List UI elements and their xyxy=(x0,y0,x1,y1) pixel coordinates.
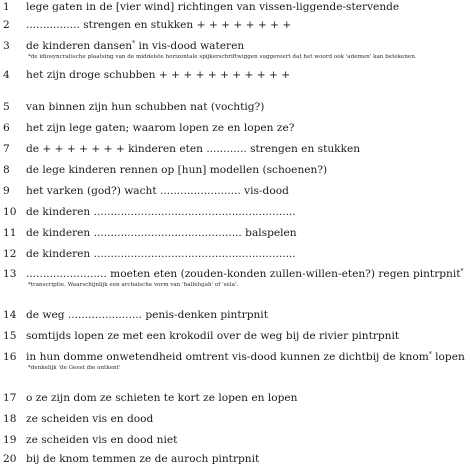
line-number: 10 xyxy=(3,206,17,218)
line-number: 13 xyxy=(3,268,17,280)
line-text: somtijds lopen ze met een krokodil over de weg bij de rivier pintrpnit xyxy=(26,330,400,342)
line-text-after: lopen xyxy=(431,351,465,363)
line-text: de + + + + + + + kinderen eten ............ strengen en stukken xyxy=(26,143,361,155)
line-text: lege gaten in de [vier wind] richtingen van vissen-liggende-stervende xyxy=(26,1,400,13)
line-text xyxy=(26,351,465,364)
line-text: ze scheiden vis en dood xyxy=(26,413,154,425)
line-text: de kinderen ............................................................ xyxy=(26,248,296,260)
line-text: de lege kinderen rennen op [hun] modellen (schoenen?) xyxy=(26,164,328,176)
line-number: 2 xyxy=(3,19,10,31)
line-text: bij de knom temmen ze de auroch pintrpnit xyxy=(26,453,260,465)
line-number: 18 xyxy=(3,413,17,425)
line-number: 8 xyxy=(3,164,10,176)
line-number: 4 xyxy=(3,69,10,81)
line-number: 6 xyxy=(3,122,10,134)
line-number: 15 xyxy=(3,330,17,342)
line-number: 16 xyxy=(3,351,17,363)
line-number: 20 xyxy=(3,453,17,465)
line-text: de kinderen ............................................ balspelen xyxy=(26,227,297,239)
line-text: o ze zijn dom ze schieten te kort ze lopen en lopen xyxy=(26,392,298,404)
footnote-marker: * xyxy=(132,40,136,47)
footnote-marker: * xyxy=(460,268,464,275)
line-text-after: in vis-dood wateren xyxy=(135,40,245,52)
line-text xyxy=(26,40,244,53)
footnote-line-16: *denkelijk 'de Geest die ontkent' xyxy=(28,365,121,371)
line-number: 7 xyxy=(3,143,10,155)
line-text-main: in hun domme onwetendheid omtrent vis-dood kunnen ze dichtbij de knom xyxy=(26,351,429,363)
line-number: 11 xyxy=(3,227,17,239)
line-number: 14 xyxy=(3,309,17,321)
line-text-main: de kinderen dansen xyxy=(26,40,133,52)
line-text: het varken (god?) wacht ........................ vis-dood xyxy=(26,185,289,197)
line-text: het zijn droge schubben + + + + + + + + + + + xyxy=(26,69,291,81)
line-text-main: ........................ moeten eten (zouden-konden zullen-willen-eten?) regen pintrpnit xyxy=(26,268,461,280)
line-number: 17 xyxy=(3,392,17,404)
line-number: 1 xyxy=(3,1,10,13)
footnote-line-3: *de idiosyncratische plaatsing van de middelste horizontale spijkerschriftwiggen suggereert dat het woord ook 'ademen' kan betekenen. xyxy=(28,54,417,60)
line-text: het zijn lege gaten; waarom lopen ze en lopen ze? xyxy=(26,122,295,134)
line-number: 3 xyxy=(3,40,10,52)
line-number: 5 xyxy=(3,101,10,113)
line-text: van binnen zijn hun schubben nat (vochtig?) xyxy=(26,101,265,113)
footnote-line-13: *transcriptie. Waarschijnlijk een archaïsche vorm van 'hallelujah' of 'sela'. xyxy=(28,282,239,288)
line-text: de weg ...................... penis-denken pintrpnit xyxy=(26,309,268,321)
line-number: 12 xyxy=(3,248,17,260)
line-number: 19 xyxy=(3,434,17,446)
footnote-marker: * xyxy=(428,351,432,358)
line-text xyxy=(26,268,464,281)
line-text: ................ strengen en stukken + + + + + + + + xyxy=(26,19,292,31)
line-text: ze scheiden vis en dood niet xyxy=(26,434,178,446)
line-text: de kinderen ............................................................ xyxy=(26,206,296,218)
line-number: 9 xyxy=(3,185,10,197)
